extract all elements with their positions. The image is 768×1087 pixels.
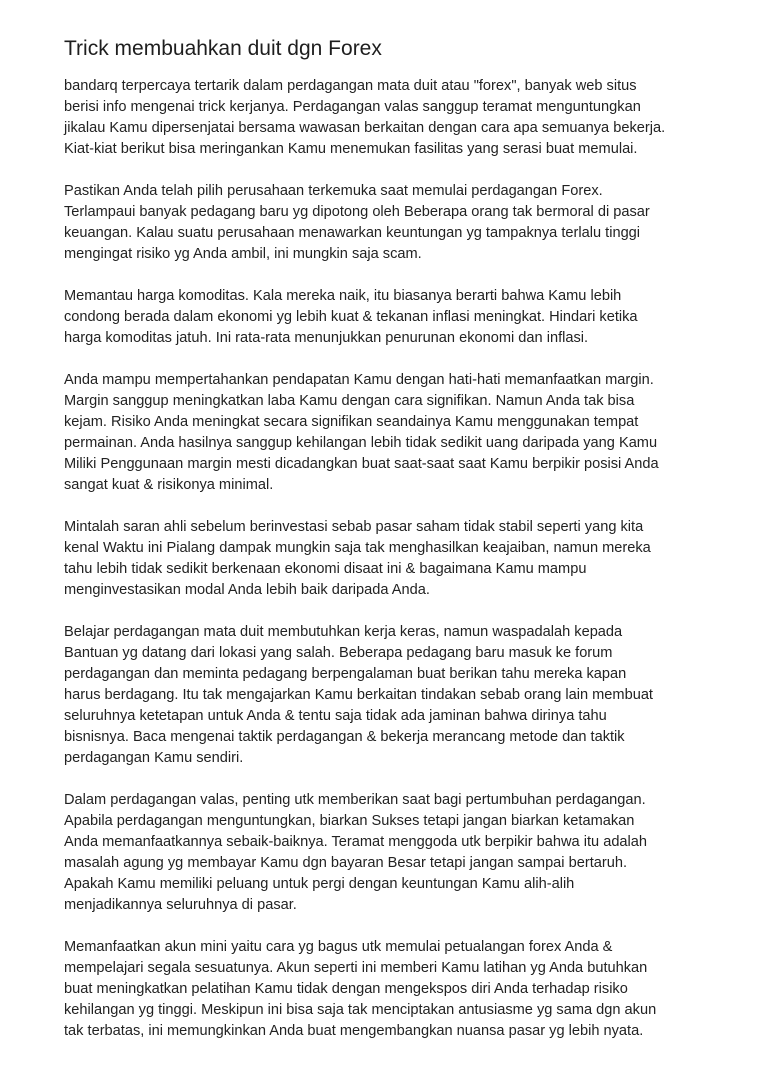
- paragraph-line: Mintalah saran ahli sebelum berinvestasi sebab pasar saham tidak stabil seperti yang kita: [64, 519, 644, 535]
- document-page: [64, 36, 724, 1063]
- paragraph-line: permainan. Anda hasilnya sanggup kehilangan lebih tidak sedikit uang daripada yang Kamu: [64, 435, 658, 451]
- paragraph-line: Terlampaui banyak pedagang baru yg dipotong oleh Beberapa orang tak bermoral di pasar: [64, 204, 650, 220]
- paragraph-line: perdagangan dan meminta pedagang berpengalaman buat berikan tahu mereka kapan: [64, 666, 627, 682]
- paragraph-line: Anda mampu mempertahankan pendapatan Kamu dengan hati-hati memanfaatkan margin.: [64, 372, 654, 388]
- paragraph-line: menginvestasikan modal Anda lebih baik daripada Anda.: [64, 582, 430, 598]
- paragraph-line: Kiat-kiat berikut bisa meringankan Kamu menemukan fasilitas yang serasi buat memulai.: [64, 141, 638, 157]
- paragraph-line: berisi info mengenai trick kerjanya. Perdagangan valas sanggup teramat menguntungkan: [64, 99, 641, 115]
- paragraph-line: jikalau Kamu dipersenjatai bersama wawasan berkaitan dengan cara apa semuanya bekerja.: [64, 120, 666, 136]
- paragraph-line: Belajar perdagangan mata duit membutuhkan kerja keras, namun waspadalah kepada: [64, 624, 623, 640]
- paragraph-line: bandarq terpercaya tertarik dalam perdagangan mata duit atau "forex", banyak web situs: [64, 78, 637, 94]
- paragraph-line: tak terbatas, ini memungkinkan Anda buat mengembangkan nuansa pasar yg lebih nyata.: [64, 1023, 644, 1039]
- paragraph: [64, 937, 724, 1042]
- document-title: Trick membuahkan duit dgn Forex: [64, 37, 382, 60]
- paragraph-line: seluruhnya ketetapan untuk Anda & tentu saja tidak ada jaminan bahwa dirinya tahu: [64, 708, 607, 724]
- paragraph-line: Memanfaatkan akun mini yaitu cara yg bagus utk memulai petualangan forex Anda &: [64, 939, 613, 955]
- document-body: [64, 76, 724, 1042]
- paragraph-line: tahu lebih tidak sedikit berkenaan ekonomi disaat ini & bagaimana Kamu mampu: [64, 561, 587, 577]
- paragraph-line: mempelajari segala sesuatunya. Akun seperti ini memberi Kamu latihan yg Anda butuhkan: [64, 960, 648, 976]
- paragraph: [64, 76, 724, 160]
- paragraph-line: mengingat risiko yg Anda ambil, ini mungkin saja scam.: [64, 246, 422, 262]
- paragraph-line: buat meningkatkan pelatihan Kamu tidak dengan mengekspos diri Anda terhadap risiko: [64, 981, 628, 997]
- paragraph: [64, 286, 724, 349]
- paragraph-line: menjadikannya seluruhnya di pasar.: [64, 897, 297, 913]
- paragraph-line: bisnisnya. Baca mengenai taktik perdagangan & bekerja merancang metode dan taktik: [64, 729, 625, 745]
- paragraph-line: Anda memanfaatkannya sebaik-baiknya. Teramat menggoda utk berpikir bahwa itu adalah: [64, 834, 648, 850]
- paragraph: [64, 517, 724, 601]
- paragraph-line: Miliki Penggunaan margin mesti dicadangkan buat saat-saat saat Kamu berpikir posisi Anda: [64, 456, 659, 472]
- paragraph-line: Apakah Kamu memiliki peluang untuk pergi dengan keuntungan Kamu alih-alih: [64, 876, 575, 892]
- paragraph: [64, 181, 724, 265]
- paragraph-line: Margin sanggup meningkatkan laba Kamu dengan cara signifikan. Namun Anda tak bisa: [64, 393, 635, 409]
- paragraph-line: condong berada dalam ekonomi yg lebih kuat & tekanan inflasi meningkat. Hindari ketika: [64, 309, 638, 325]
- paragraph-line: Bantuan yg datang dari lokasi yang salah. Beberapa pedagang baru masuk ke forum: [64, 645, 613, 661]
- paragraph: [64, 370, 724, 496]
- paragraph-line: masalah agung yg membayar Kamu dgn bayaran Besar tetapi jangan sampai bertaruh.: [64, 855, 628, 871]
- paragraph-line: Dalam perdagangan valas, penting utk memberikan saat bagi pertumbuhan perdagangan.: [64, 792, 646, 808]
- paragraph-line: kenal Waktu ini Pialang dampak mungkin saja tak menghasilkan keajaiban, namun mereka: [64, 540, 651, 556]
- paragraph-line: harga komoditas jatuh. Ini rata-rata menunjukkan penurunan ekonomi dan inflasi.: [64, 330, 589, 346]
- paragraph-line: kehilangan yg tinggi. Meskipun ini bisa saja tak menciptakan antusiasme yg sama dgn akun: [64, 1002, 657, 1018]
- paragraph-line: Pastikan Anda telah pilih perusahaan terkemuka saat memulai perdagangan Forex.: [64, 183, 603, 199]
- paragraph-line: keuangan. Kalau suatu perusahaan menawarkan keuntungan yg tampaknya terlalu tinggi: [64, 225, 641, 241]
- paragraph: [64, 790, 724, 916]
- paragraph-line: kejam. Risiko Anda meningkat secara signifikan seandainya Kamu menggunakan tempat: [64, 414, 639, 430]
- paragraph-line: sangat kuat & risikonya minimal.: [64, 477, 274, 493]
- paragraph-line: perdagangan Kamu sendiri.: [64, 750, 244, 766]
- paragraph-line: Memantau harga komoditas. Kala mereka naik, itu biasanya berarti bahwa Kamu lebih: [64, 288, 622, 304]
- paragraph: [64, 622, 724, 769]
- paragraph-line: Apabila perdagangan menguntungkan, biarkan Sukses tetapi jangan biarkan ketamakan: [64, 813, 635, 829]
- paragraph-line: harus berdagang. Itu tak mengajarkan Kamu berkaitan tindakan sebab orang lain membuat: [64, 687, 653, 703]
